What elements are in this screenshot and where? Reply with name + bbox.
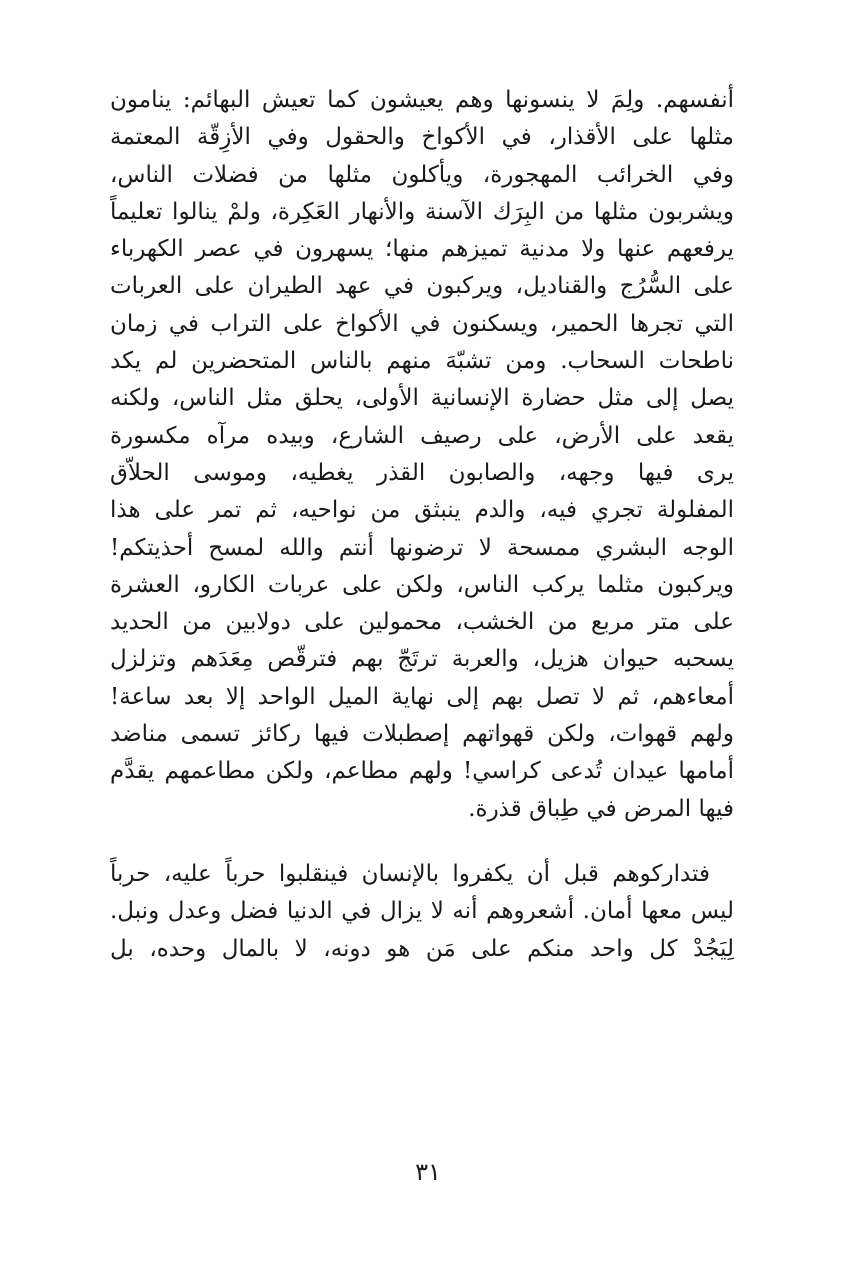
text-line: وفي الخرائب المهجورة، ويأكلون مثلها من فضلات الناس،: [110, 161, 734, 188]
text-line: التي تجرها الحمير، ويسكنون في الأكواخ على التراب في زمان: [110, 310, 734, 337]
text-line: مثلها على الأقذار، في الأكواخ والحقول وفي الأزِقّة المعتمة: [110, 124, 734, 151]
text-line: المفلولة تجري فيه، والدم ينبثق من نواحيه، ثم تمر على هذا: [110, 497, 734, 524]
text-line: يصل إلى مثل حضارة الإنسانية الأولى، يحلق مثل الناس، ولكنه: [110, 385, 734, 412]
page-body: [110, 82, 734, 968]
text-line: ناطحات السحاب. ومن تشبّهَ منهم بالناس المتحضرين لم يكد: [110, 348, 734, 375]
text-line: أمعاءهم، ثم لا تصل بهم إلى نهاية الميل الواحد إلا بعد ساعة!: [110, 683, 734, 710]
text-line: أمامها عيدان تُدعى كراسي! ولهم مطاعم، ولكن مطاعمهم يقدَّم: [110, 758, 734, 785]
text-line: ولهم قهوات، ولكن قهواتهم إصطبلات فيها ركائز تسمى مناضد: [110, 721, 734, 748]
paragraph-2: [110, 856, 734, 968]
text-line: ليس معها أمان. أشعروهم أنه لا يزال في الدنيا فضل وعدل ونبل.: [110, 898, 734, 925]
text-line: أنفسهم. ولِمَ لا ينسونها وهم يعيشون كما تعيش البهائم: ينامون: [110, 87, 734, 113]
text-line: لِيَجُدْ كل واحد منكم على مَن هو دونه، لا بالمال وحده، بل: [110, 935, 734, 962]
text-line: فتداركوهم قبل أن يكفروا بالإنسان فينقلبوا حرباً عليه، حرباً: [110, 860, 710, 887]
text-line: فيها المرض في طِباق قذرة.: [468, 795, 734, 822]
text-line: على متر مربع من الخشب، محمولين على دولابين من الحديد: [110, 609, 734, 636]
text-line: ويركبون مثلما يركب الناس، ولكن على عربات الكارو، العشرة: [110, 571, 734, 598]
paragraph-spacer: [110, 828, 734, 856]
text-line: يقعد على الأرض، على رصيف الشارع، وبيده مرآه مكسورة: [110, 422, 734, 449]
text-line: يرفعهم عنها ولا مدنية تميزهم منها؛ يسهرون في عصر الكهرباء: [110, 236, 734, 263]
text-line: يسحبه حيوان هزيل، والعربة ترتَجّ بهم فترقّص مِعَدَهم وتزلزل: [110, 646, 734, 673]
text-line: الوجه البشري ممسحة لا ترضونها أنتم والله لمسح أحذيتكم!: [110, 534, 734, 561]
paragraph-1: [110, 82, 734, 828]
text-line: على السُّرُج والقناديل، ويركبون في عهد الطيران على العربات: [110, 273, 734, 300]
text-line: يرى فيها وجهه، والصابون القذر يغطيه، وموسى الحلاّق: [110, 459, 734, 486]
text-line: ويشربون مثلها من البِرَك الآسنة والأنهار العَكِرة، ولمْ ينالوا تعليماً: [110, 198, 734, 225]
page-number: ٣١: [415, 1158, 441, 1186]
